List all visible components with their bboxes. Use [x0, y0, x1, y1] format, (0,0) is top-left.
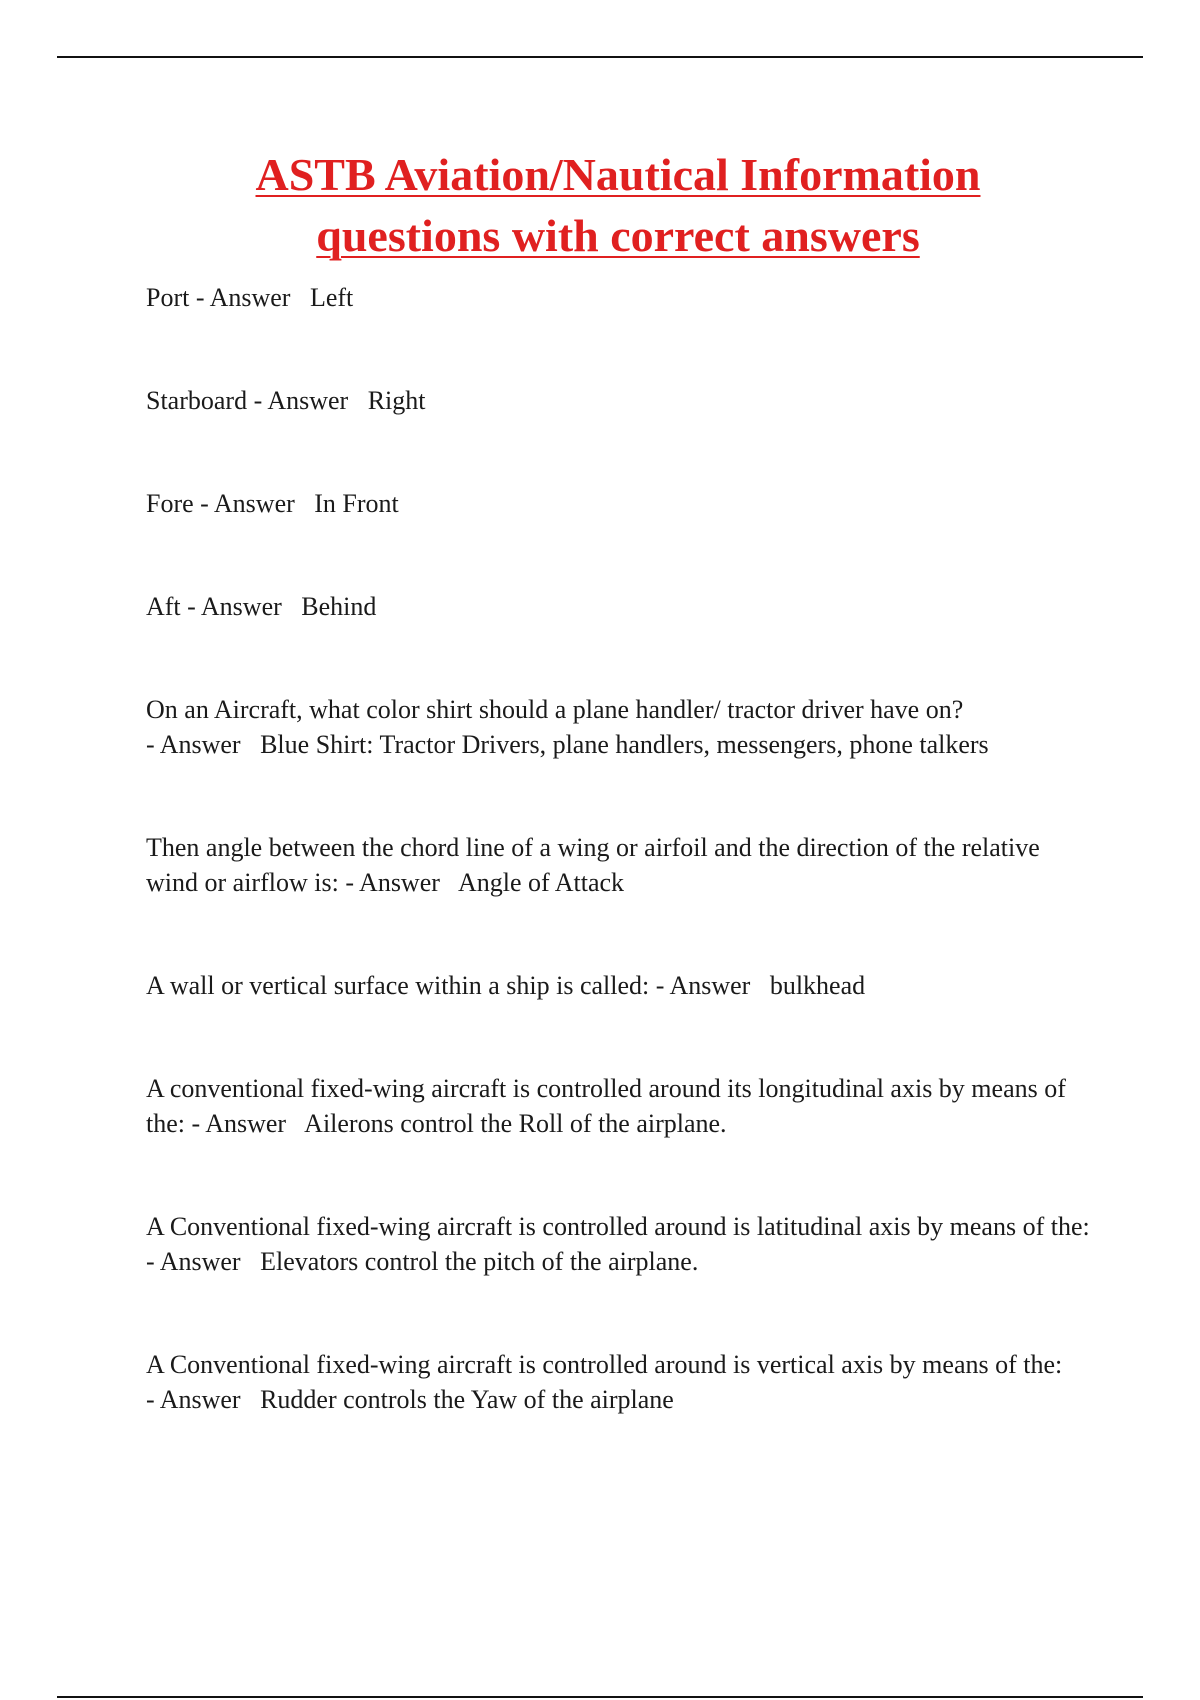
answer-text: Left — [309, 283, 354, 312]
answer-text: Right — [367, 386, 426, 415]
question-text: Starboard — [146, 386, 248, 415]
answer-text: Rudder controls the Yaw of the airplane — [260, 1385, 674, 1414]
qa-item — [146, 383, 1096, 418]
question-text: On an Aircraft, what color shirt should a plane handler/ tractor driver have on? — [146, 695, 964, 724]
bottom-rule — [57, 1696, 1143, 1698]
question-text: Then angle between the chord line of a wing or airfoil and the direction of the relative wind or airflow is: — [146, 833, 1047, 897]
qa-item — [146, 1209, 1096, 1279]
qa-item — [146, 692, 1096, 762]
answer-text: Elevators control the pitch of the airplane. — [260, 1247, 699, 1276]
qa-item — [146, 968, 1096, 1003]
answer-text: Blue Shirt: Tractor Drivers, plane handlers, messengers, phone talkers — [260, 730, 989, 759]
title-line-2: questions with correct answers — [316, 210, 920, 261]
answer-separator: - Answer — [253, 386, 368, 415]
qa-item — [146, 1071, 1096, 1141]
qa-item — [146, 486, 1096, 521]
answer-separator: - Answer — [146, 1247, 261, 1276]
question-text: A wall or vertical surface within a ship is called: — [146, 971, 650, 1000]
answer-text: In Front — [314, 489, 399, 518]
qa-item — [146, 1347, 1096, 1417]
top-rule — [57, 56, 1143, 58]
answer-separator: - Answer — [345, 868, 458, 897]
answer-text: Behind — [301, 592, 377, 621]
question-text: Aft — [146, 592, 181, 621]
answer-separator: - Answer — [655, 971, 770, 1000]
qa-item — [146, 280, 1096, 315]
answer-text: Ailerons control the Roll of the airplane. — [304, 1109, 727, 1138]
title-line-1: ASTB Aviation/Nautical Information — [255, 149, 981, 200]
qa-list — [146, 280, 1096, 1485]
answer-text: bulkhead — [769, 971, 866, 1000]
question-text: A conventional fixed-wing aircraft is controlled around its longitudinal axis by means of the: — [146, 1074, 1073, 1138]
answer-separator: - Answer — [200, 489, 315, 518]
question-text: A Conventional fixed-wing aircraft is controlled around is latitudinal axis by means of the: — [146, 1212, 1090, 1241]
answer-separator: - Answer — [187, 592, 302, 621]
answer-separator: - Answer — [146, 730, 261, 759]
question-text: Port — [146, 283, 190, 312]
question-text: Fore — [146, 489, 194, 518]
answer-separator: - Answer — [146, 1385, 261, 1414]
qa-item — [146, 830, 1096, 900]
page-title — [100, 144, 1136, 266]
qa-item — [146, 589, 1096, 624]
answer-separator: - Answer — [195, 283, 310, 312]
answer-text: Angle of Attack — [457, 868, 625, 897]
question-text: A Conventional fixed-wing aircraft is controlled around is vertical axis by means of the: — [146, 1350, 1063, 1379]
answer-separator: - Answer — [191, 1109, 305, 1138]
